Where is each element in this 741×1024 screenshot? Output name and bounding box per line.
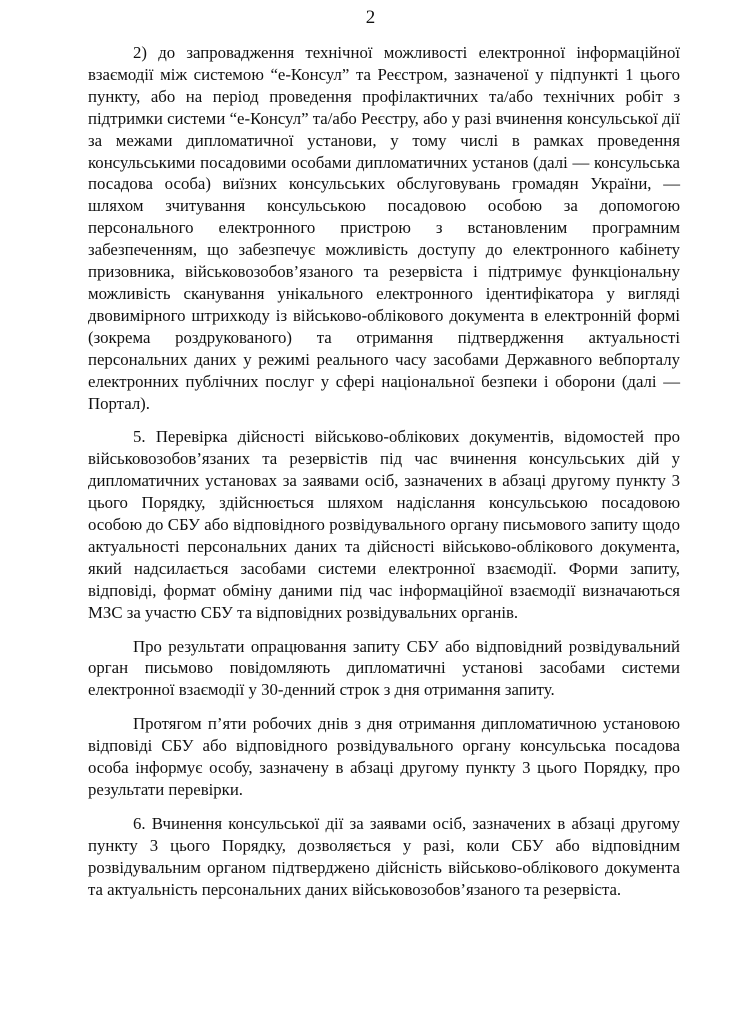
paragraph-point-6: 6. Вчинення консульської дії за заявами осіб, зазначених в абзаці другому пункту 3 цього Порядку, дозволяється у разі, коли СБУ або відповідним розвідувальним органом підтверджено дійсність військово-облікового документа та актуальність персональних даних військовозобов’язаного та резервіста.: [88, 813, 680, 899]
paragraph-point-5: 5. Перевірка дійсності військово-облікових документів, відомостей про військовозобов’язаних та резервістів під час вчинення консульських дій у дипломатичних установах за заявами осіб, зазначених в абзаці другому пункту 3 цього Порядку, здійснюється шляхом надіслання консульською посадовою особою до СБУ або відповідного розвідувального органу письмового запиту щодо актуальності персональних даних та дійсності військово-облікового документа, який надсилається засобами системи електронної взаємодії. Форми запиту, відповіді, формат обміну даними під час інформаційної взаємодії визначаються МЗС за участю СБУ та відповідних розвідувальних органів.: [88, 427, 680, 622]
paragraph-subpoint-2: 2) до запровадження технічної можливості електронної інформаційної взаємодії між системою “е-Консул” та Реєстром, зазначеної у підпункті 1 цього пункту, або на період проведення профілактичних та/або технічних робіт з підтримки системи “е-Консул” та/або Реєстру, або у разі вчинення консульської дії за межами дипломатичної установи, у тому числі в рамках проведення консульськими посадовими особами дипломатичних установ (далі — консульська посадова особа) виїзних консульських обслуговувань громадян України, — шляхом зчитування консульською посадовою особою за допомогою персонального електронного пристрою з встановленим програмним забезпеченням, що забезпечує можливість доступу до електронного кабінету призовника, військовозобов’язаного та резервіста і підтримує функціональну можливість сканування унікального електронного ідентифікатора у вигляді двовимірного штрихкоду із військово-облікового документа в електронній формі (зокрема роздрукованого) та отримання підтвердження актуальності персональних даних у режимі реального часу засобами Державного вебпорталу електронних публічних послуг у сфері національної безпеки і оборони (далі — Портал).: [88, 43, 680, 413]
page-number: 2: [365, 7, 376, 28]
document-body: [88, 42, 680, 901]
paragraph-response-result: Про результати опрацювання запиту СБУ або відповідний розвідувальний орган письмово повідомляють дипломатичні установі засобами системи електронної взаємодії у 30-денний строк з дня отримання запиту.: [88, 636, 680, 700]
paragraph-notification-deadline: Протягом п’яти робочих днів з дня отримання дипломатичною установою відповіді СБУ або відповідного розвідувального органу консульська посадова особа інформує особу, зазначену в абзаці другому пункту 3 цього Порядку, про результати перевірки.: [88, 714, 680, 799]
